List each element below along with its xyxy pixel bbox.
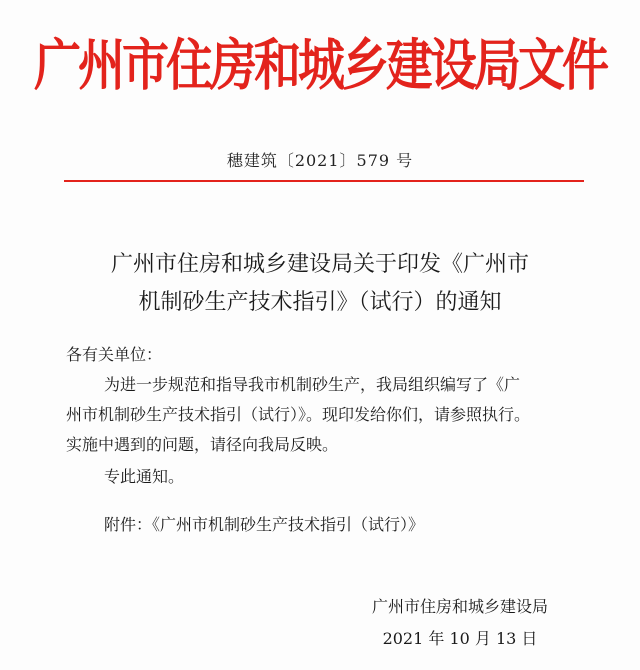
document-header-title: 广州市住房和城乡建设局文件 [34, 33, 606, 99]
document-number: 穗建筑〔2021〕579 号 [226, 151, 414, 170]
body-paragraph [66, 370, 586, 460]
signature-organization: 广州市住房和城乡建设局 [371, 597, 548, 616]
notice-title-line-2: 机制砂生产技术指引》（试行）的通知 [138, 290, 502, 315]
paragraph-line-3: 实施中遇到的问题，请径向我局反映。 [66, 435, 339, 454]
notice-title-line-1: 广州市住房和城乡建设局关于印发《广州市 [110, 252, 529, 277]
red-divider-line [64, 180, 584, 182]
closing-remark: 专此通知。 [104, 467, 185, 486]
notice-title [0, 246, 640, 322]
attachment-line: 附件：《广州市机制砂生产技术指引（试行）》 [104, 515, 425, 534]
paragraph-line-2: 州市机制砂生产技术指引（试行）》。现印发给你们，请参照执行。 [66, 405, 531, 424]
salutation: 各有关单位： [66, 345, 163, 364]
paragraph-line-1: 为进一步规范和指导我市机制砂生产，我局组织编写了《广 [104, 375, 521, 394]
signature-date: 2021 年 10 月 13 日 [382, 629, 538, 648]
